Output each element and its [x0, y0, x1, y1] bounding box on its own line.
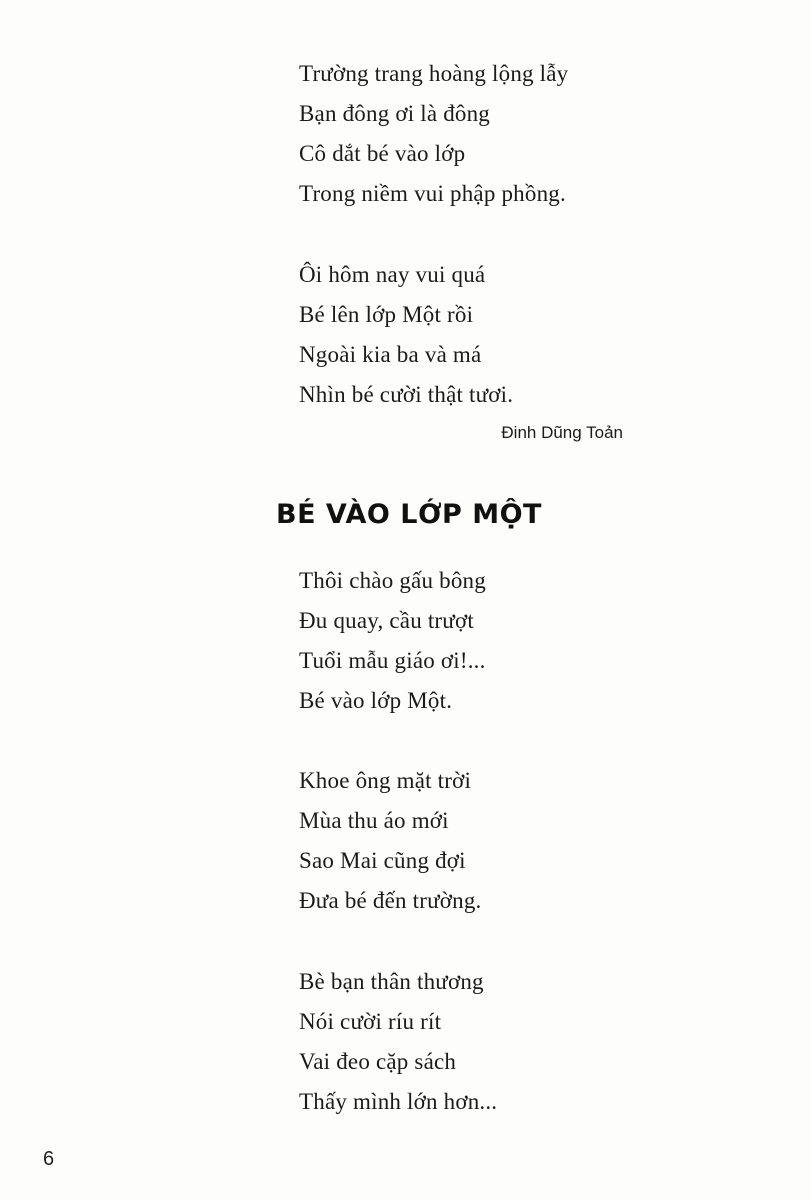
poem-line: Bé vào lớp Một. [299, 688, 453, 713]
poem-line: Đưa bé đến trường. [299, 888, 482, 913]
poem-line: Sao Mai cũng đợi [299, 848, 466, 873]
poem-line: Vai đeo cặp sách [299, 1049, 457, 1074]
poem-line: Nhìn bé cười thật tươi. [299, 382, 514, 407]
poem-line: Khoe ông mặt trời [299, 768, 472, 793]
poem-line: Trong niềm vui phập phồng. [299, 181, 566, 206]
poem-line: Nói cười ríu rít [299, 1009, 442, 1034]
poem2-stanza-2 [299, 761, 481, 921]
poem-line: Ngoài kia ba và má [299, 342, 482, 367]
poem-line: Ôi hôm nay vui quá [299, 262, 486, 287]
poem1-stanza-2 [299, 255, 513, 415]
poem-line: Trường trang hoàng lộng lẫy [299, 61, 569, 86]
poem-line: Cô dắt bé vào lớp [299, 141, 466, 166]
poem-line: Thấy mình lớn hơn... [299, 1089, 498, 1114]
poem2-title: BÉ VÀO LỚP MỘT [276, 499, 542, 530]
poem-line: Bé lên lớp Một rồi [299, 302, 474, 327]
poem-line: Thôi chào gấu bông [299, 568, 486, 593]
page-number: 6 [43, 1148, 55, 1170]
poem-line: Bạn đông ơi là đông [299, 101, 491, 126]
poem-line: Bè bạn thân thương [299, 969, 484, 994]
poem1-stanza-1 [299, 54, 568, 214]
poem-line: Đu quay, cầu trượt [299, 608, 474, 633]
poem-line: Mùa thu áo mới [299, 808, 449, 833]
poem1-author: Đinh Dũng Toản [501, 423, 623, 442]
poem2-stanza-3 [299, 962, 497, 1122]
poem-line: Tuổi mẫu giáo ơi!... [299, 648, 486, 673]
poem2-stanza-1 [299, 561, 486, 721]
